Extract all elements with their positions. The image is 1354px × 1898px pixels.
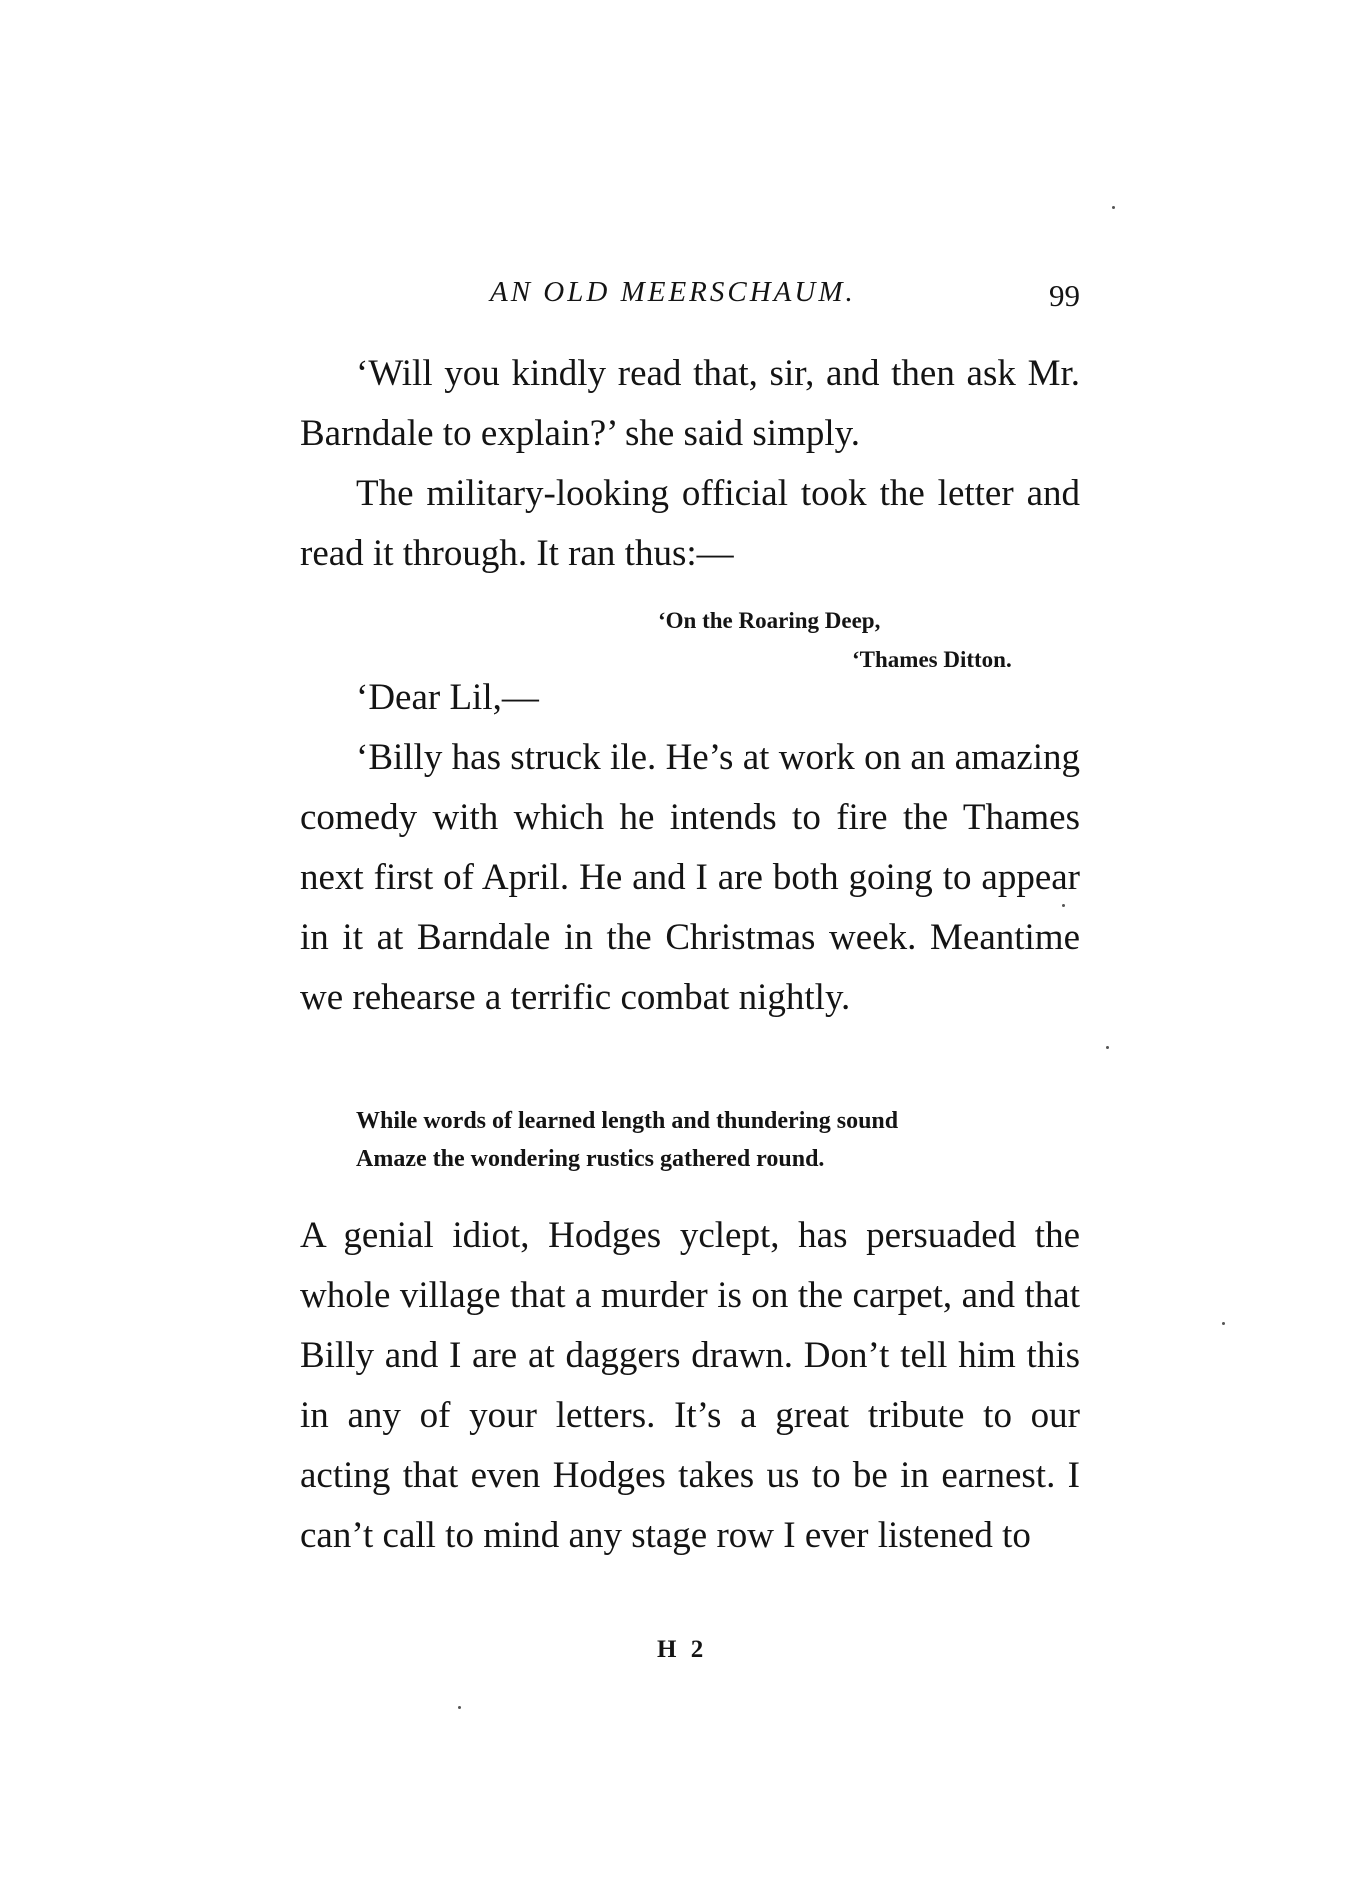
page-number: 99 <box>1049 278 1080 313</box>
letter-address-line-2: ‘Thames Ditton. <box>852 647 1012 672</box>
letter-paragraph-1: ‘Billy has struck ile. He’s at work on an amazing comedy with which he intends to fire the Thames next first of April. He and I are both going to appear in it at Barndale in the Christmas week. Meantime we rehearse a terrific combat nightly. <box>300 737 1080 1018</box>
paper-speck <box>458 1706 461 1709</box>
letter-salutation-block <box>300 668 1080 728</box>
running-title: AN OLD MEERSCHAUM. <box>490 276 856 308</box>
letter-address-line-1: ‘On the Roaring Deep, <box>658 608 881 633</box>
letter-body-first <box>300 728 1080 1028</box>
page-header <box>300 276 1080 320</box>
letter-body-second <box>300 1206 1080 1566</box>
paragraph-official: The military-looking official took the letter and read it through. It ran thus:— <box>300 473 1080 574</box>
signature-mark: H 2 <box>657 1636 708 1663</box>
verse-line-2: Amaze the wondering rustics gathered round. <box>356 1146 825 1172</box>
paper-speck <box>1062 904 1065 907</box>
paper-speck <box>1106 1046 1109 1049</box>
opening-section <box>300 344 1080 584</box>
letter-paragraph-2: A genial idiot, Hodges yclept, has persuaded the whole village that a murder is on the carpet, and that Billy and I are at daggers drawn. Don’t tell him this in any of your letters. It’s a great tribute to our acting that even Hodges takes us to be in earnest. I can’t call to mind any stage row I ever listened to <box>300 1215 1080 1556</box>
paper-speck <box>1222 1322 1225 1325</box>
verse-quotation <box>356 1102 898 1178</box>
verse-line-1: While words of learned length and thundering sound <box>356 1108 899 1134</box>
paper-speck <box>1112 206 1115 209</box>
paragraph-request: ‘Will you kindly read that, sir, and then ask Mr. Barndale to explain?’ she said simply. <box>300 353 1080 454</box>
letter-salutation: ‘Dear Lil,— <box>356 677 539 718</box>
